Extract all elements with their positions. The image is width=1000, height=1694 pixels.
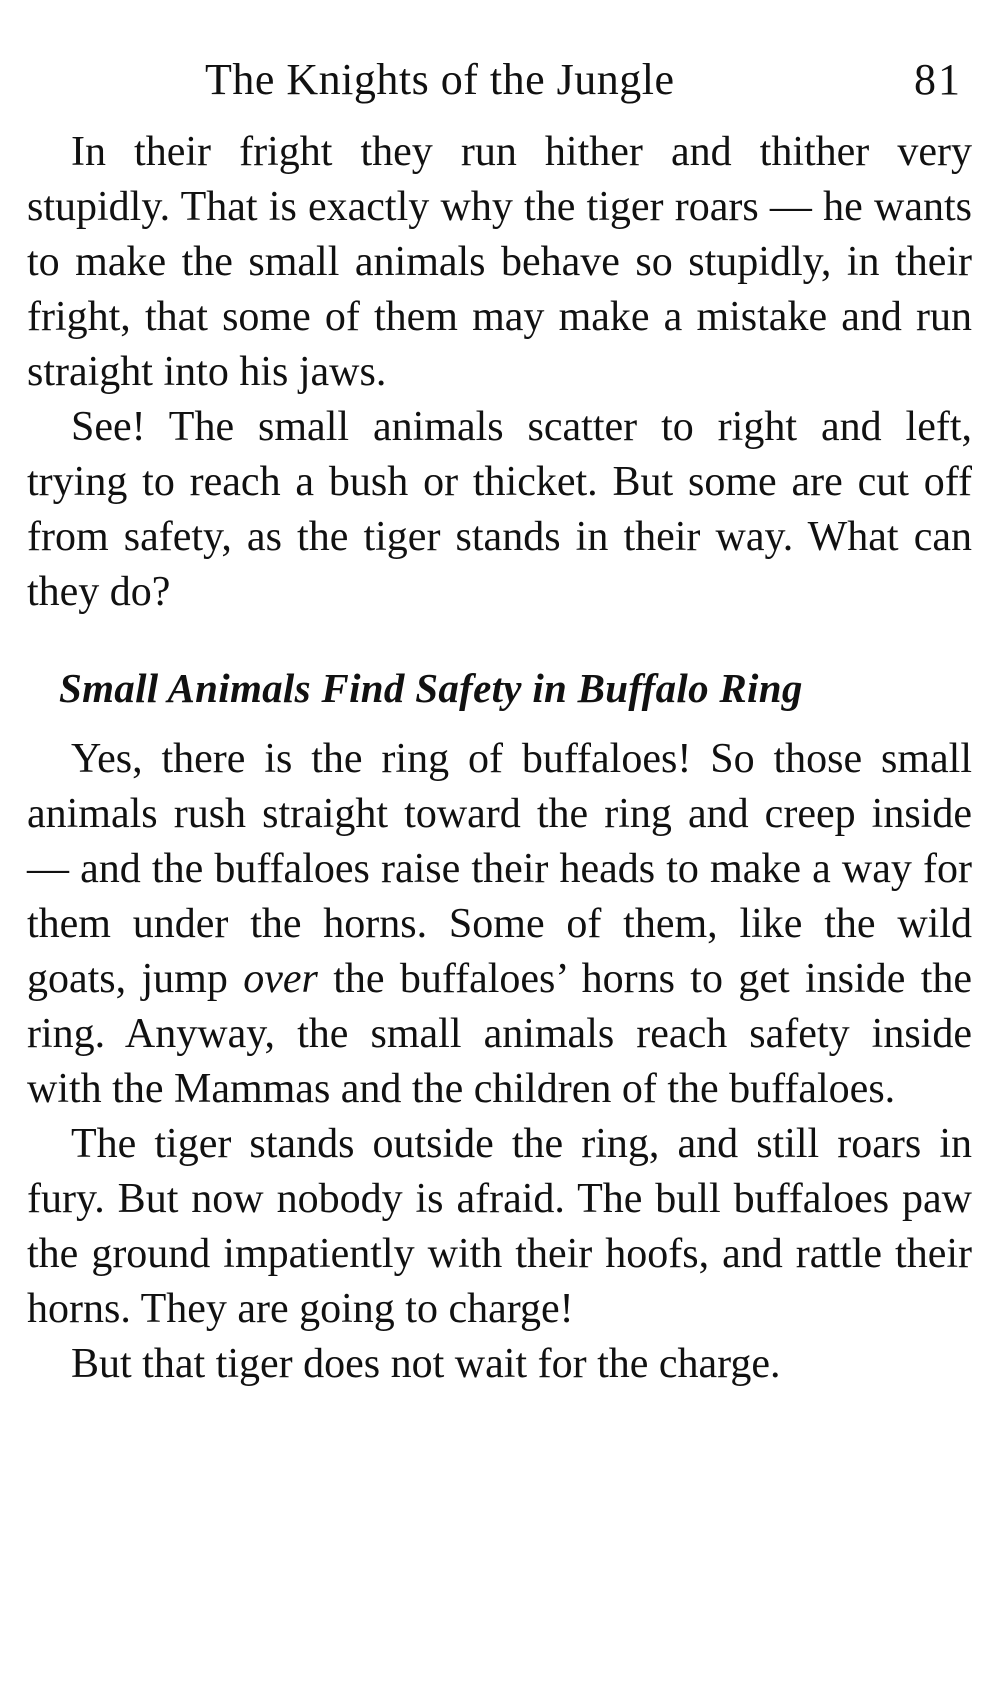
paragraph-3-text-a: Yes, there is the ring of buffaloes! So those small animals rush straight toward the ring and creep inside — and the buffaloes raise their heads to make a way for them under the horns. Some of them, like the wild goats, jump xyxy=(27,736,972,1002)
paragraph-1: In their fright they run hither and thither very stupidly. That is exactly why the tiger roars — he wants to make the small animals behave so stupidly, in their fright, that some of them may make a mistake and run straight into his jaws. xyxy=(27,129,972,395)
running-title: The Knights of the Jungle xyxy=(205,55,675,104)
book-page xyxy=(27,44,972,1392)
paragraph-3-emphasis: over xyxy=(243,956,318,1002)
paragraph-3-text-b: the buffaloes’ horns to get inside the ring. Anyway, the small animals reach safety inside with the Mammas and the children of the buffaloes. xyxy=(27,956,972,1112)
page-number: 81 xyxy=(914,55,962,104)
paragraph-5: But that tiger does not wait for the charge. xyxy=(71,1341,781,1387)
paragraph-2: See! The small animals scatter to right and left, trying to reach a bush or thicket. But some are cut off from safety, as the tiger stands in their way. What can they do? xyxy=(27,404,972,615)
paragraph-4: The tiger stands outside the ring, and still roars in fury. But now nobody is afraid. The bull buffaloes paw the ground impatiently with their hoofs, and rattle their horns. They are going to charge! xyxy=(27,1121,972,1332)
running-header xyxy=(27,44,972,116)
paragraph-3 xyxy=(27,732,972,1117)
section-heading: Small Animals Find Safety in Buffalo Ring xyxy=(59,665,803,711)
